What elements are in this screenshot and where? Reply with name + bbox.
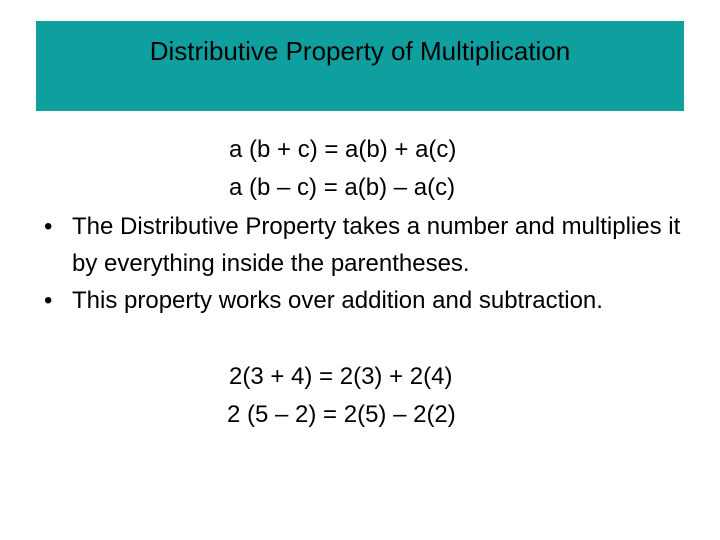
formula-addition: a (b + c) = a(b) + a(c) (229, 136, 457, 163)
bullet-marker: • (44, 287, 53, 314)
bullet-marker: • (44, 213, 53, 240)
bullet-text-definition: The Distributive Property takes a number and multiplies it by everything inside the parentheses. (72, 213, 681, 277)
formula-subtraction: a (b – c) = a(b) – a(c) (229, 174, 456, 201)
example-subtraction: 2 (5 – 2) = 2(5) – 2(2) (227, 401, 456, 428)
example-addition: 2(3 + 4) = 2(3) + 2(4) (229, 363, 453, 390)
title-bar (36, 21, 684, 111)
slide-title: Distributive Property of Multiplication (149, 36, 571, 66)
bullet-text-operations: This property works over addition and subtraction. (72, 287, 603, 314)
